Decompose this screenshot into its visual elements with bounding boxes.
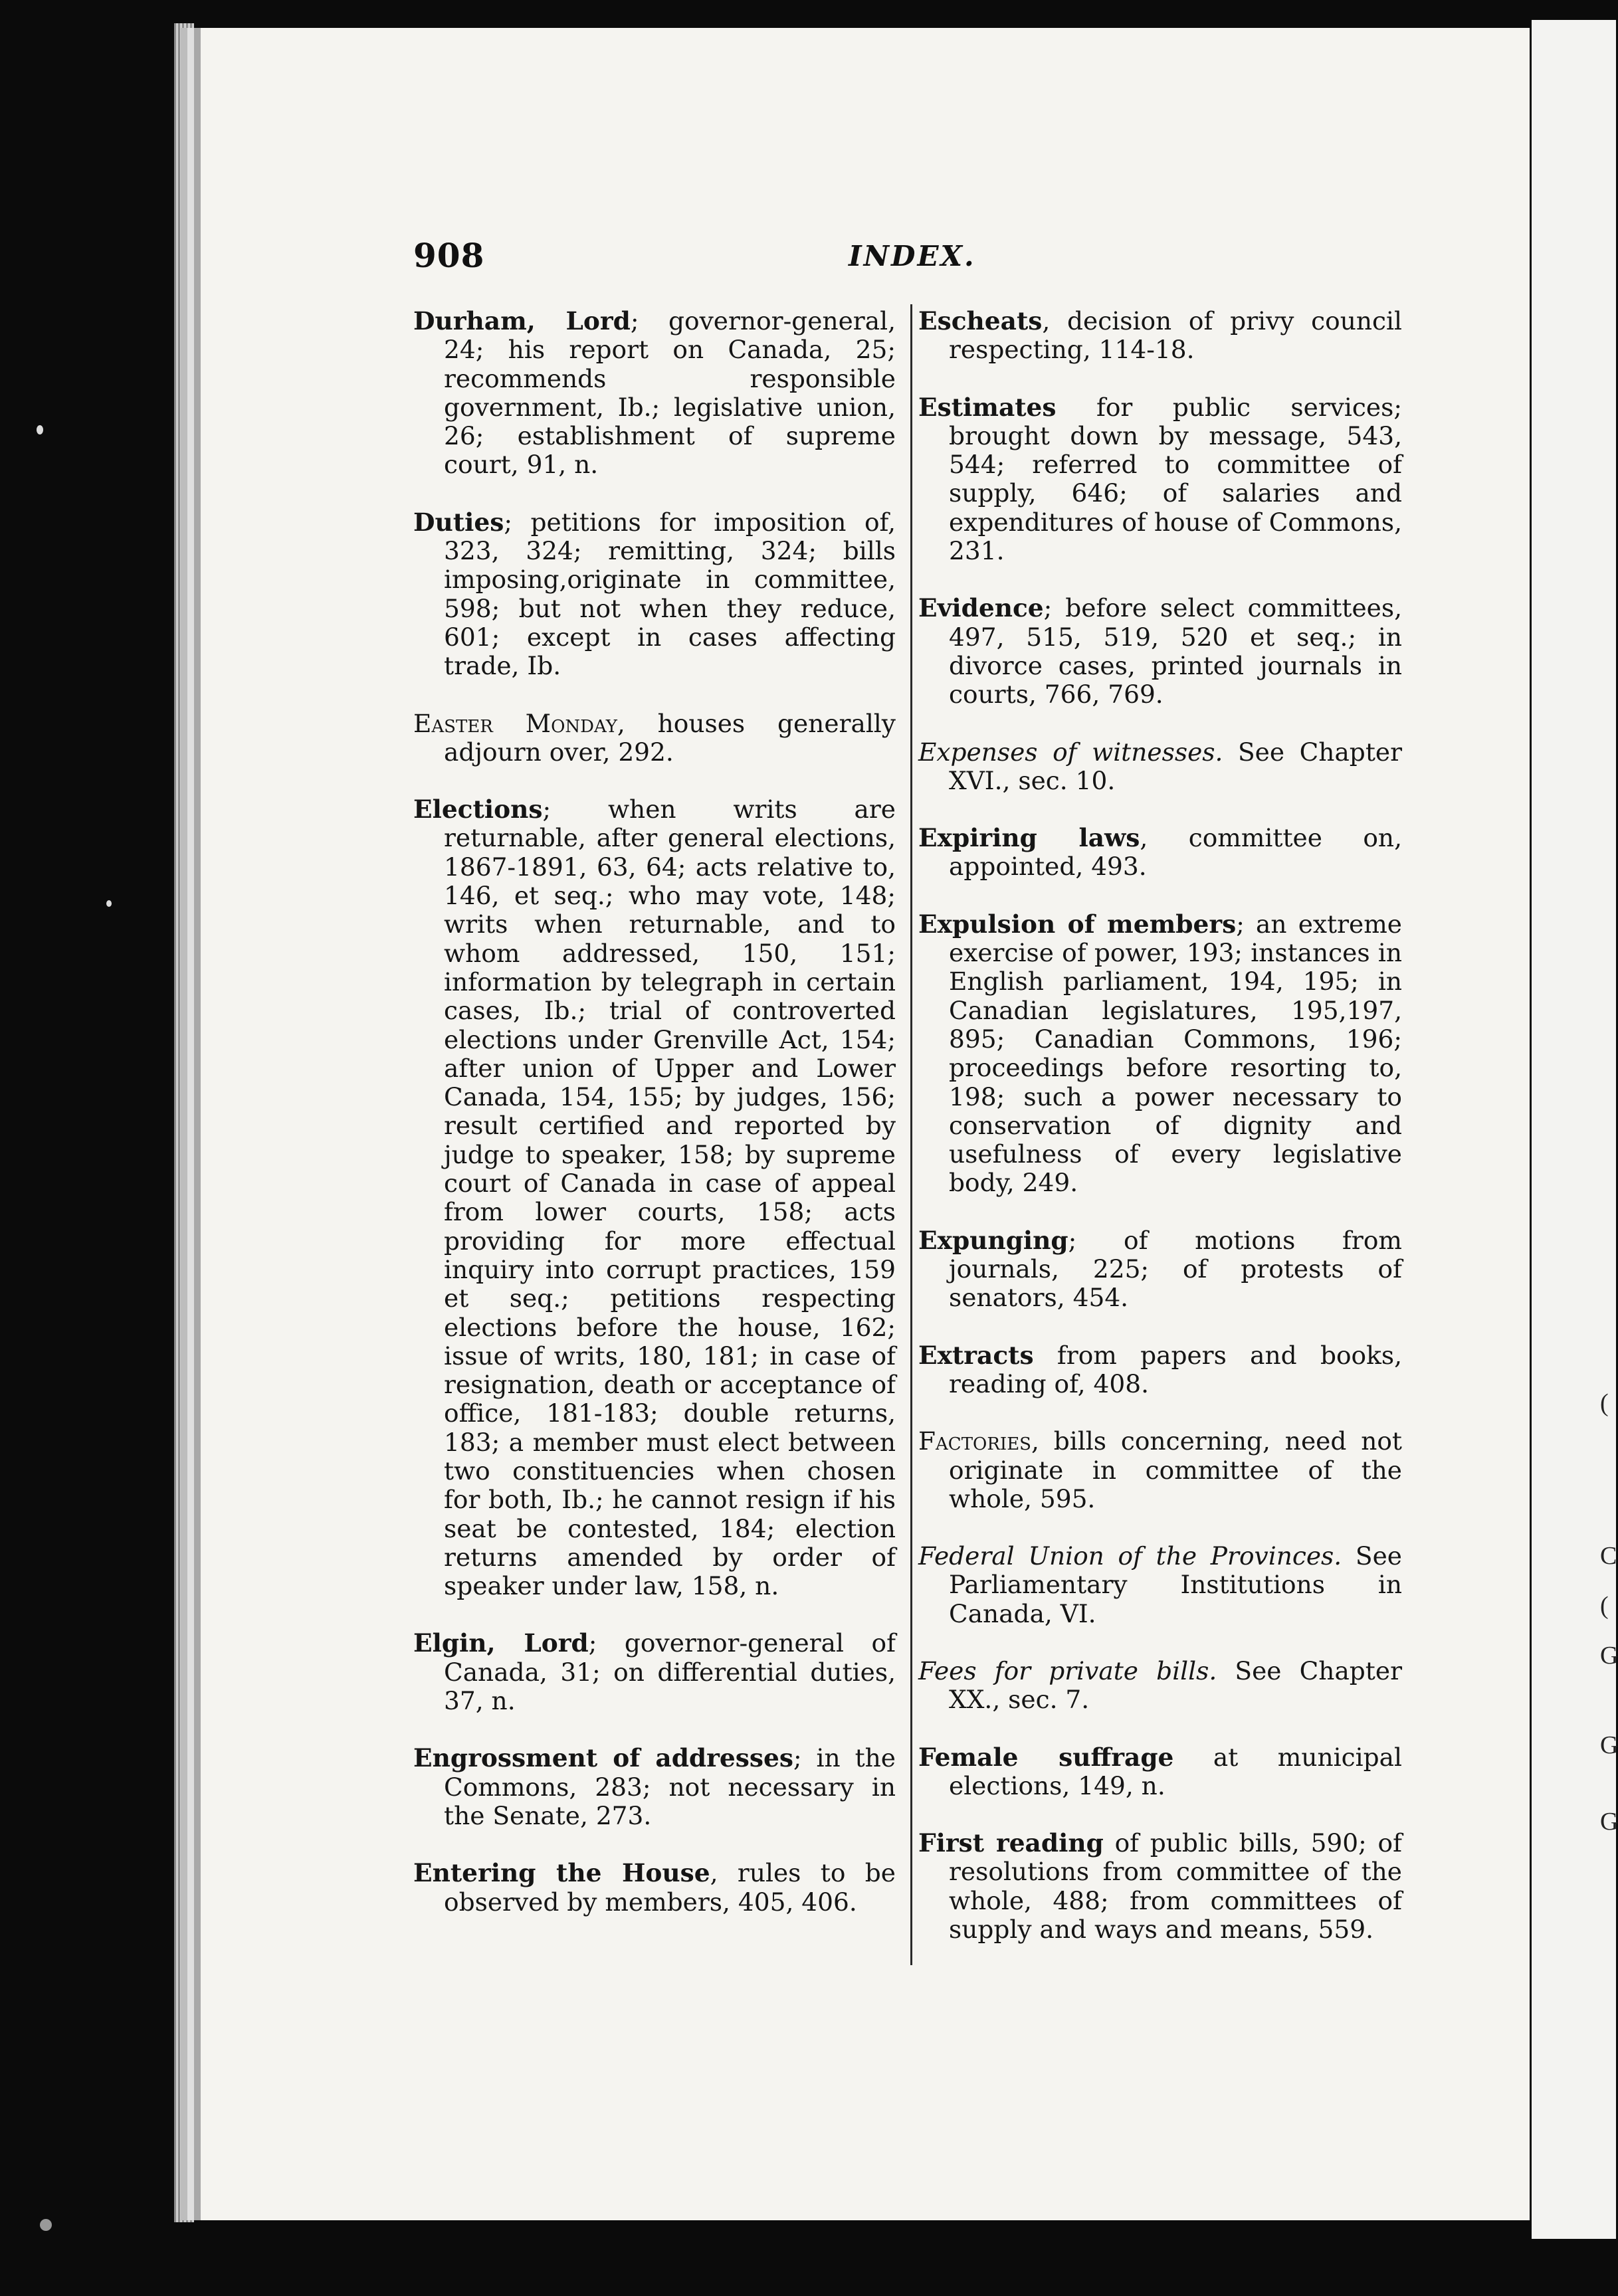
entry-body: , decision of privy council respecting, 114-18. (949, 306, 1402, 365)
index-entry (918, 393, 1402, 566)
index-entry (918, 1341, 1402, 1399)
entry-heading: Durham, Lord (413, 306, 631, 335)
entry-body: ; governor-general, 24; his report on Canada, 25; recommends responsible government, Ib.; legislative union, 26; establishment of supreme court, 91, n. (444, 306, 896, 480)
entry-body: for public services; brought down by message, 543, 544; referred to committee of supply, 646; of salaries and expenditures of house of Commons, 231. (949, 392, 1402, 566)
index-column-left (413, 307, 896, 1945)
entry-heading: Estimates (918, 392, 1057, 422)
entry-body: , committee on, appointed, 493. (949, 823, 1403, 882)
entry-heading: Expunging (918, 1225, 1068, 1255)
index-entry (413, 508, 896, 681)
index-entry (413, 795, 896, 1600)
entry-body: , houses generally adjourn over, 292. (444, 708, 896, 767)
index-entry (918, 1829, 1402, 1944)
index-entry (918, 910, 1402, 1198)
entry-heading: Engrossment of addresses (413, 1743, 793, 1773)
index-entry (918, 1743, 1402, 1801)
index-entry (413, 1744, 896, 1830)
index-column-right (918, 307, 1402, 1972)
entry-heading: First reading (918, 1828, 1104, 1858)
entry-heading: Entering the House (413, 1858, 710, 1888)
index-entry (918, 1226, 1402, 1313)
entry-body: , rules to be observed by members, 405, 406. (444, 1858, 896, 1917)
running-head: INDEX. (849, 240, 976, 272)
entry-heading: Escheats (918, 306, 1043, 335)
entry-heading: Fees for private bills. (918, 1656, 1217, 1685)
entry-body: , bills concerning, need not originate in committee of the whole, 595. (949, 1426, 1402, 1513)
entry-heading: Elgin, Lord (413, 1628, 589, 1658)
entry-heading: Duties (413, 507, 504, 537)
scan-speck (40, 2219, 52, 2231)
scan-speck (106, 900, 112, 907)
entry-body: See Chapter XX., sec. 7. (949, 1656, 1402, 1715)
page-header (413, 236, 1397, 282)
entry-heading: Expiring laws (918, 823, 1140, 853)
entry-body: ; an extreme exercise of power, 193; instances in English parliament, 194, 195; in Canadian legislatures, 195,197, 895; Canadian Commons, 196; proceedings before resorting to, 198; such a power necessary to conservation of dignity and usefulness of every legislative body, 249. (949, 909, 1402, 1198)
index-entry (918, 594, 1402, 709)
index-entry (918, 824, 1402, 882)
entry-body: See Chapter XVI., sec. 10. (949, 737, 1403, 795)
index-entry (413, 1629, 896, 1715)
entry-body: ; before select committees, 497, 515, 519, 520 et seq.; in divorce cases, printed journals in courts, 766, 769. (949, 593, 1402, 710)
entry-heading: Easter Monday (413, 708, 617, 738)
fragment-letter: G (1600, 1731, 1618, 1759)
entry-heading: Factories (918, 1426, 1031, 1456)
entry-body: See Parliamentary Institutions in Canada, VI. (949, 1541, 1402, 1628)
index-entry (918, 1427, 1402, 1513)
entry-heading: Expenses of witnesses. (918, 737, 1223, 767)
entry-heading: Female suffrage (918, 1742, 1174, 1772)
entry-heading: Federal Union of the Provinces. (918, 1541, 1342, 1571)
index-entry (413, 307, 896, 480)
fragment-letter: C (1600, 1542, 1617, 1570)
index-entry (918, 738, 1402, 796)
fragment-letter: ( (1600, 1592, 1609, 1620)
column-divider (910, 304, 912, 1965)
entry-body: ; when writs are returnable, after general elections, 1867-1891, 63, 64; acts relative to, 146, et seq.; who may vote, 148; writs when returnable, and to whom addressed, 150, 151; information by telegraph in certain cases, Ib.; trial of controverted elections under Grenville Act, 154; after union of Upper and Lower Canada, 154, 155; by judges, 156; result certified and reported by judge to speaker, 158; by supreme court of Canada in case of appeal from lower courts, 158; acts providing for more effectual inquiry into corrupt practices, 159 et seq.; petitions respecting elections before the house, 162; issue of writs, 180, 181; in case of resignation, death or acceptance of office, 181-183; double returns, 183; a member must elect between two constituencies when chosen for both, Ib.; he cannot resign if his seat be contested, 184; election returns amended by order of speaker under law, 158, n. (444, 795, 896, 1601)
facing-page-edge (1532, 20, 1616, 2239)
index-entry (413, 710, 896, 767)
entry-heading: Elections (413, 795, 543, 824)
entry-body: from papers and books, reading of, 408. (949, 1340, 1402, 1398)
entry-heading: Extracts (918, 1340, 1034, 1370)
entry-heading: Expulsion of members (918, 909, 1237, 939)
page-number: 908 (413, 236, 485, 275)
entry-body: ; petitions for imposition of, 323, 324; remitting, 324; bills imposing,originate in committee, 598; but not when they reduce, 601; except in cases affecting trade, Ib. (444, 507, 896, 681)
entry-body: at municipal elections, 149, n. (949, 1742, 1403, 1800)
fragment-letter: G (1600, 1808, 1618, 1836)
fragment-letter: G (1600, 1642, 1618, 1670)
index-entry (918, 1657, 1402, 1715)
index-entry (918, 1542, 1402, 1628)
entry-body: ; governor-general of Canada, 31; on differential duties, 37, n. (444, 1628, 896, 1716)
scan-speck (37, 425, 43, 434)
fragment-letter: ( (1600, 1389, 1609, 1417)
index-entry (413, 1859, 896, 1917)
entry-body: of public bills, 590; of resolutions from committee of the whole, 488; from committees of supply and ways and means, 559. (949, 1828, 1402, 1945)
entry-body: ; in the Commons, 283; not necessary in the Senate, 273. (444, 1743, 896, 1830)
entry-heading: Evidence (918, 593, 1044, 623)
entry-body: ; of motions from journals, 225; of protests of senators, 454. (949, 1225, 1402, 1313)
index-entry (918, 307, 1402, 365)
